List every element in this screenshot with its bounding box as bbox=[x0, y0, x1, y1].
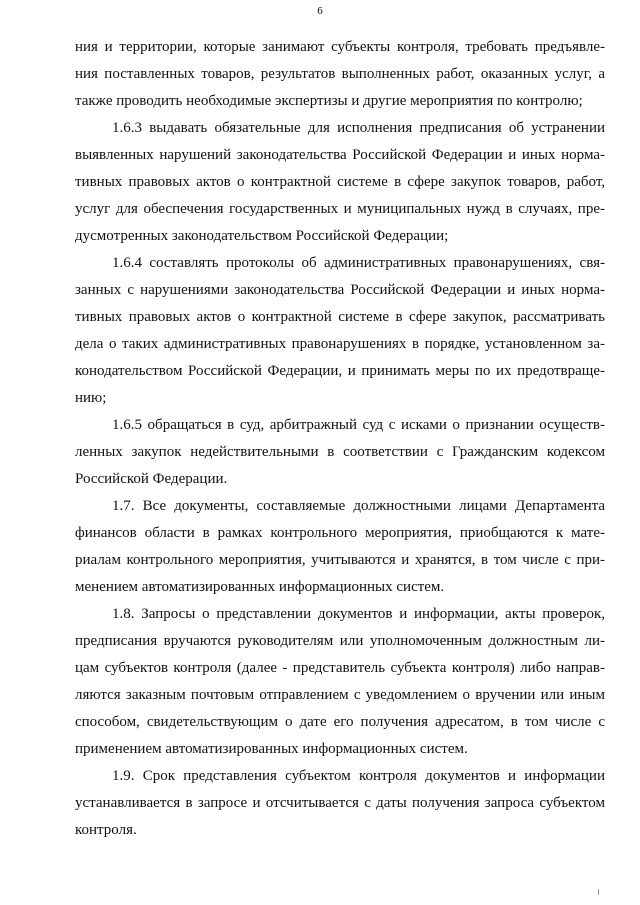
text-line: дусмотренных законодательством Российской Федерации; bbox=[75, 228, 449, 244]
text-line: менением автоматизированных информационных систем. bbox=[75, 579, 445, 595]
text-line: дела о таких административных правонарушениях в порядке, установленном за- bbox=[75, 336, 605, 352]
text-line: выявленных нарушений законодательства Российской Федерации и иных норма- bbox=[75, 147, 605, 163]
text-line: нию; bbox=[75, 390, 107, 406]
text-line: также проводить необходимые экспертизы и другие мероприятия по контролю; bbox=[75, 93, 583, 109]
text-line: занных с нарушениями законодательства Российской Федерации и иных норма- bbox=[75, 282, 605, 298]
text-line: цам субъектов контроля (далее - представитель субъекта контроля) либо направ- bbox=[75, 660, 605, 676]
text-line: риалам контрольного мероприятия, учитываются и хранятся, в том числе с при- bbox=[75, 552, 605, 568]
text-line: способом, свидетельствующим о дате его получения адресатом, в том числе с bbox=[75, 714, 605, 730]
text-line: конодательством Российской Федерации, и принимать меры по их предотвраще- bbox=[75, 363, 605, 379]
text-line: 1.6.3 выдавать обязательные для исполнения предписания об устранении bbox=[112, 120, 605, 136]
text-line: услуг для обеспечения государственных и муниципальных нужд в случаях, пре- bbox=[75, 201, 605, 217]
text-line: тивных правовых актов о контрактной системе в сфере закупок, рассматривать bbox=[75, 309, 605, 325]
text-line: финансов области в рамках контрольного мероприятия, приобщаются к мате- bbox=[75, 525, 605, 541]
text-line: Российской Федерации. bbox=[75, 471, 228, 487]
text-line: 1.7. Все документы, составляемые должностными лицами Департамента bbox=[112, 498, 605, 514]
text-line: применением автоматизированных информационных систем. bbox=[75, 741, 468, 757]
text-line: ляются заказным почтовым отправлением с уведомлением о вручении или иным bbox=[75, 687, 605, 703]
text-line: тивных правовых актов о контрактной системе в сфере закупок товаров, работ, bbox=[75, 174, 605, 190]
scan-mark bbox=[598, 889, 599, 895]
text-line: 1.6.4 составлять протоколы об административных правонарушениях, свя- bbox=[112, 255, 605, 271]
text-line: контроля. bbox=[75, 822, 137, 838]
text-line: ния поставленных товаров, результатов выполненных работ, оказанных услуг, а bbox=[75, 66, 605, 82]
text-line: 1.9. Срок представления субъектом контроля документов и информации bbox=[112, 768, 605, 784]
text-line: ния и территории, которые занимают субъекты контроля, требовать предъявле- bbox=[75, 39, 605, 55]
text-line: предписания вручаются руководителям или уполномоченным должностным ли- bbox=[75, 633, 605, 649]
page-number: 6 bbox=[317, 5, 323, 17]
text-line: 1.8. Запросы о представлении документов и информации, акты проверок, bbox=[112, 606, 605, 622]
text-line: ленных закупок недействительными в соответствии с Гражданским кодексом bbox=[75, 444, 605, 460]
text-line: устанавливается в запросе и отсчитывается с даты получения запроса субъектом bbox=[75, 795, 605, 811]
text-line: 1.6.5 обращаться в суд, арбитражный суд с исками о признании осуществ- bbox=[112, 417, 605, 433]
